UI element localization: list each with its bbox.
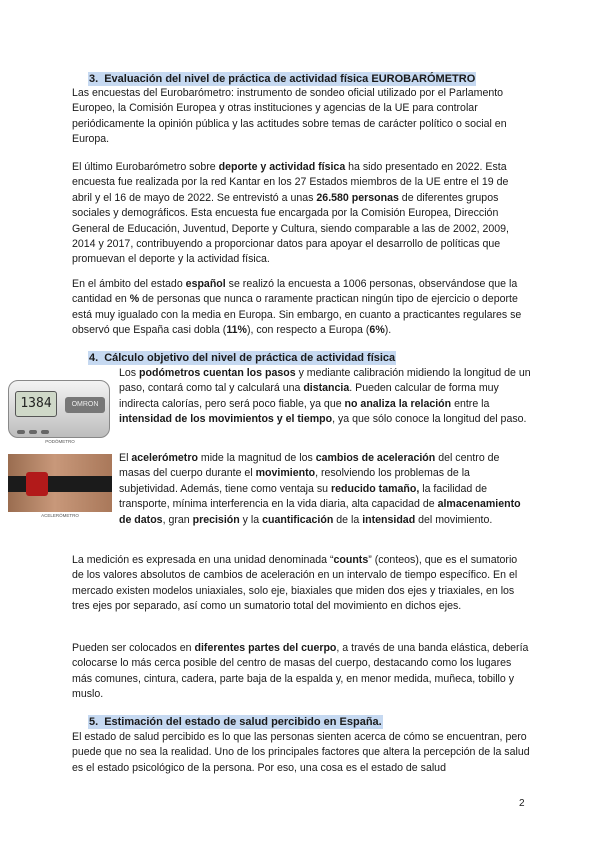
pedometer-caption: PODÓMETRO xyxy=(45,439,75,444)
section-4-paragraph-4: Pueden ser colocados en diferentes partes del cuerpo, a través de una banda elástica, debería colocarse lo más cerca posible del centro de masas del cuerpo, destacando como los lugares más comunes, cintura, cadera, parte baja de la espalda y, en menor medida, muñeca, tobillo y muslo. xyxy=(72,642,529,701)
page-number: 2 xyxy=(519,798,525,809)
section-4-paragraph-1: Los podómetros cuentan los pasos y mediante calibración midiendo la longitud de un paso, contará como tal y calculará una distancia. Pueden calcular de forma muy indirecta calorías, pero será poco fiable, ya que no analiza la relación entre la intensidad de los movimientos y el tiempo, ya que sólo conoce la longitud del paso. xyxy=(119,367,531,426)
pedometer-buttons xyxy=(17,421,57,429)
section-3-paragraph-1: Las encuestas del Eurobarómetro: instrumento de sondeo oficial utilizado por el Parlamento Europeo, la Comisión Europea y otras instituciones y agencias de la UE para controlar periódicamente la opinión pública y las actitudes sobre temas de carácter político o social en Europa. xyxy=(72,87,507,146)
accelerometer-device xyxy=(26,472,48,496)
section-3-paragraph-3: En el ámbito del estado español se realizó la encuesta a 1006 personas, observándose que la cantidad en % de personas que nunca o raramente practican ningún tipo de ejercicio o deporte está muy igualado con la media en Europa. Sin embargo, en cuanto a practicantes regulares se observó que España casi dobla (11%), con respecto a Europa (6%). xyxy=(72,278,522,337)
section-5-heading: 5. Estimación del estado de salud percibido en España. xyxy=(89,716,382,728)
pedometer-image xyxy=(8,380,110,438)
pedometer-screen: 1384 xyxy=(15,391,57,417)
section-4-paragraph-2: El acelerómetro mide la magnitud de los cambios de aceleración del centro de masas del cuerpo durante el movimiento, resolviendo los problemas de la subjetividad. Además, tiene como ventaja su reducido tamaño, la facilidad de transporte, mínima interferencia en la vida diaria, alta capacidad de almacenamiento de datos, gran precisión y la cuantificación de la intensidad del movimiento. xyxy=(119,452,521,526)
pedometer-brand: OMRON xyxy=(65,397,105,413)
section-3-paragraph-2: El último Eurobarómetro sobre deporte y actividad física ha sido presentado en 2022. Esta encuesta fue realizada por la red Kantar en los 27 Estados miembros de la UE entre el 19 de abril y el 16 de mayo de 2022. Se entrevistó a unas 26.580 personas de diferentes grupos sociales y demográficos. Esta encuesta fue encargada por la Comisión Europea, Dirección General de Educación, Juventud, Deporte y Cultura, siendo comparable a las de 2002, 2009, 2014 y 2017, contribuyendo a proporcionar datos para apoyar el desarrollo de políticas que promuevan el deporte y la actividad física. xyxy=(72,161,509,266)
section-5-paragraph-1: El estado de salud percibido es lo que las personas sienten acerca de cómo se encuentran, pero puede que no sea la realidad. Uno de los principales factores que altera la percepción de la salud es el estado psicológico de la persona. Por eso, una cosa es el estado de salud xyxy=(72,731,530,774)
section-3-heading: 3. Evaluación del nivel de práctica de actividad física EUROBARÓMETRO xyxy=(89,73,476,85)
accelerometer-figure xyxy=(8,454,112,520)
section-4-paragraph-3: La medición es expresada en una unidad denominada “counts” (conteos), que es el sumatorio de los valores absolutos de cambios de aceleración en un intervalo de tiempo específico. En el mercado existen modelos uniaxiales, solo eje, biaxiales que miden dos ejes y triaxiales, en los tres ejes por separado, así como un sumatorio total del movimiento en dichos ejes. xyxy=(72,554,518,613)
pedometer-figure xyxy=(8,380,112,446)
section-4-heading: 4. Cálculo objetivo del nivel de práctica de actividad física xyxy=(89,352,396,364)
accelerometer-image xyxy=(8,454,112,512)
accelerometer-caption: ACELERÓMETRO xyxy=(41,513,79,518)
